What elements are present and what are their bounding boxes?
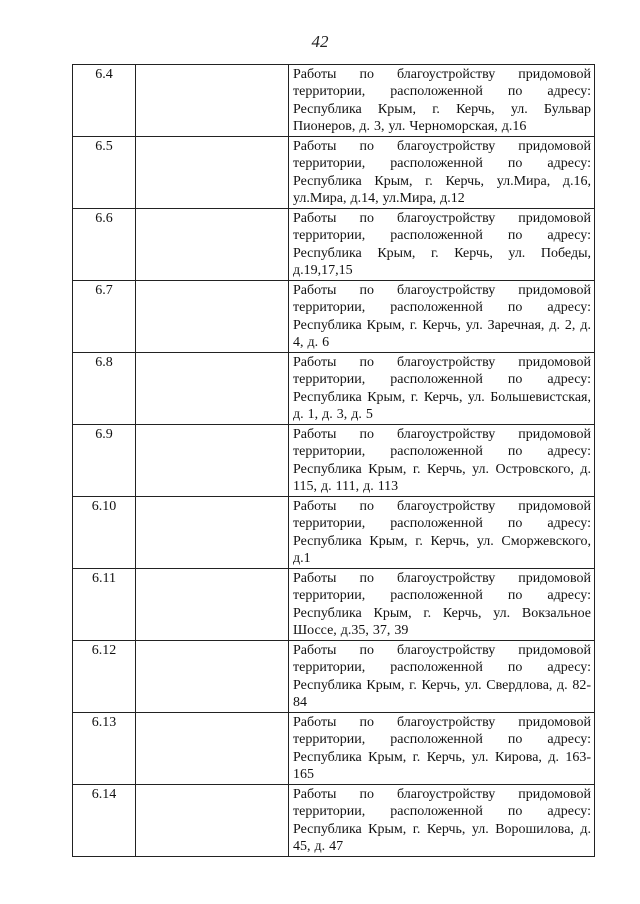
table-row	[73, 137, 595, 209]
works-table-body	[73, 65, 595, 857]
table-row	[73, 497, 595, 569]
item-number: 6.12	[73, 641, 136, 713]
item-number: 6.13	[73, 713, 136, 785]
empty-cell	[136, 137, 289, 209]
item-number: 6.7	[73, 281, 136, 353]
empty-cell	[136, 641, 289, 713]
empty-cell	[136, 209, 289, 281]
work-description: Работы по благоустройству придомовой территории, расположенной по адресу: Республика Крым, г. Керчь, ул. Вокзальное Шоссе, д.35, 37, 39	[289, 569, 595, 641]
page-number: 42	[311, 32, 329, 51]
work-description: Работы по благоустройству придомовой территории, расположенной по адресу: Республика Крым, г. Керчь, ул. Бульвар Пионеров, д. 3, ул. Черноморская, д.16	[289, 65, 595, 137]
table-row	[73, 209, 595, 281]
item-number: 6.11	[73, 569, 136, 641]
item-number: 6.14	[73, 785, 136, 857]
work-description: Работы по благоустройству придомовой территории, расположенной по адресу: Республика Крым, г. Керчь, ул. Сморжевского, д.1	[289, 497, 595, 569]
item-number: 6.8	[73, 353, 136, 425]
empty-cell	[136, 569, 289, 641]
table-row	[73, 641, 595, 713]
empty-cell	[136, 353, 289, 425]
table-row	[73, 65, 595, 137]
work-description: Работы по благоустройству придомовой территории, расположенной по адресу: Республика Крым, г. Керчь, ул. Свердлова, д. 82-84	[289, 641, 595, 713]
table-row	[73, 785, 595, 857]
empty-cell	[136, 713, 289, 785]
work-description: Работы по благоустройству придомовой территории, расположенной по адресу: Республика Крым, г. Керчь, ул. Островского, д. 115, д. 111, д. 113	[289, 425, 595, 497]
table-row	[73, 353, 595, 425]
empty-cell	[136, 281, 289, 353]
table-row	[73, 569, 595, 641]
table-row	[73, 281, 595, 353]
work-description: Работы по благоустройству придомовой территории, расположенной по адресу: Республика Крым, г. Керчь, ул. Заречная, д. 2, д. 4, д. 6	[289, 281, 595, 353]
table-row	[73, 713, 595, 785]
empty-cell	[136, 785, 289, 857]
work-description: Работы по благоустройству придомовой территории, расположенной по адресу: Республика Крым, г. Керчь, ул. Ворошилова, д. 45, д. 47	[289, 785, 595, 857]
item-number: 6.6	[73, 209, 136, 281]
item-number: 6.9	[73, 425, 136, 497]
empty-cell	[136, 497, 289, 569]
item-number: 6.5	[73, 137, 136, 209]
work-description: Работы по благоустройству придомовой территории, расположенной по адресу: Республика Крым, г. Керчь, ул. Кирова, д. 163-165	[289, 713, 595, 785]
work-description: Работы по благоустройству придомовой территории, расположенной по адресу: Республика Крым, г. Керчь, ул.Мира, д.16, ул.Мира, д.14, ул.Мира, д.12	[289, 137, 595, 209]
empty-cell	[136, 65, 289, 137]
item-number: 6.4	[73, 65, 136, 137]
work-description: Работы по благоустройству придомовой территории, расположенной по адресу: Республика Крым, г. Керчь, ул. Победы, д.19,17,15	[289, 209, 595, 281]
work-description: Работы по благоустройству придомовой территории, расположенной по адресу: Республика Крым, г. Керчь, ул. Большевистская, д. 1, д. 3, д. 5	[289, 353, 595, 425]
empty-cell	[136, 425, 289, 497]
table-row	[73, 425, 595, 497]
item-number: 6.10	[73, 497, 136, 569]
works-table	[72, 64, 595, 857]
